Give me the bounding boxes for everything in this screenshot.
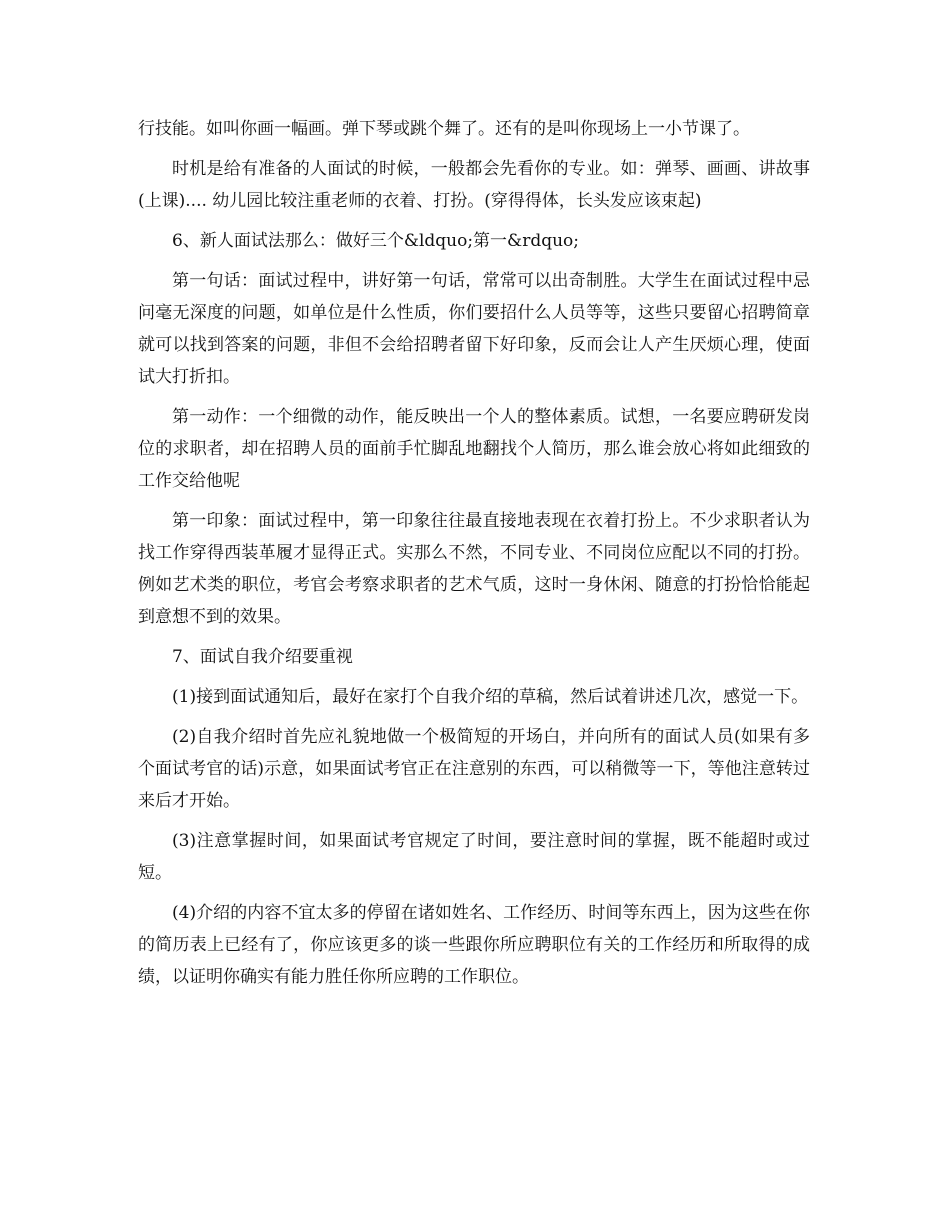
list-item-3: (3)注意掌握时间，如果面试考官规定了时间，要注意时间的掌握，既不能超时或过短。 bbox=[138, 831, 810, 883]
paragraph-first-impression: 第一印象：面试过程中，第一印象往往最直接地表现在衣着打扮上。不少求职者认为找工作穿得西装革履才显得正式。实那么不然，不同专业、不同岗位应配以不同的打扮。例如艺术类的职位，考官会考察求职者的艺术气质，这时一身休闲、随意的打扮恰恰能起到意想不到的效果。 bbox=[138, 511, 810, 627]
list-item-1: (1)接到面试通知后，最好在家打个自我介绍的草稿，然后试着讲述几次，感觉一下。 bbox=[172, 687, 809, 707]
paragraph-timing: 时机是给有准备的人面试的时候，一般都会先看你的专业。如：弹琴、画画、讲故事(上课).... 幼儿园比较注重老师的衣着、打扮。(穿得得体，长头发应该束起) bbox=[138, 159, 810, 211]
section-heading-7: 7、面试自我介绍要重视 bbox=[172, 647, 353, 667]
list-item-2: (2)自我介绍时首先应礼貌地做一个极简短的开场白，并向所有的面试人员(如果有多个面试考官的话)示意，如果面试考官正在注意别的东西，可以稍微等一下，等他注意转过来后才开始。 bbox=[138, 727, 810, 811]
paragraph-first-sentence: 第一句话：面试过程中，讲好第一句话，常常可以出奇制胜。大学生在面试过程中忌问毫无深度的问题，如单位是什么性质，你们要招什么人员等等，这些只要留心招聘简章就可以找到答案的问题，非但不会给招聘者留下好印象，反而会让人产生厌烦心理，使面试大打折扣。 bbox=[138, 271, 810, 387]
section-heading-6: 6、新人面试法那么：做好三个&ldquo;第一&rdquo; bbox=[172, 231, 579, 251]
document-body bbox=[138, 113, 810, 1001]
paragraph-first-action: 第一动作：一个细微的动作，能反映出一个人的整体素质。试想，一名要应聘研发岗位的求职者，却在招聘人员的面前手忙脚乱地翻找个人简历，那么谁会放心将如此细致的工作交给他呢 bbox=[138, 407, 810, 491]
paragraph-continuation: 行技能。如叫你画一幅画。弹下琴或跳个舞了。还有的是叫你现场上一小节课了。 bbox=[138, 119, 750, 139]
list-item-4: (4)介绍的内容不宜太多的停留在诸如姓名、工作经历、时间等东西上，因为这些在你的简历表上已经有了，你应该更多的谈一些跟你所应聘职位有关的工作经历和所取得的成绩，以证明你确实有能力胜任你所应聘的工作职位。 bbox=[138, 903, 810, 987]
